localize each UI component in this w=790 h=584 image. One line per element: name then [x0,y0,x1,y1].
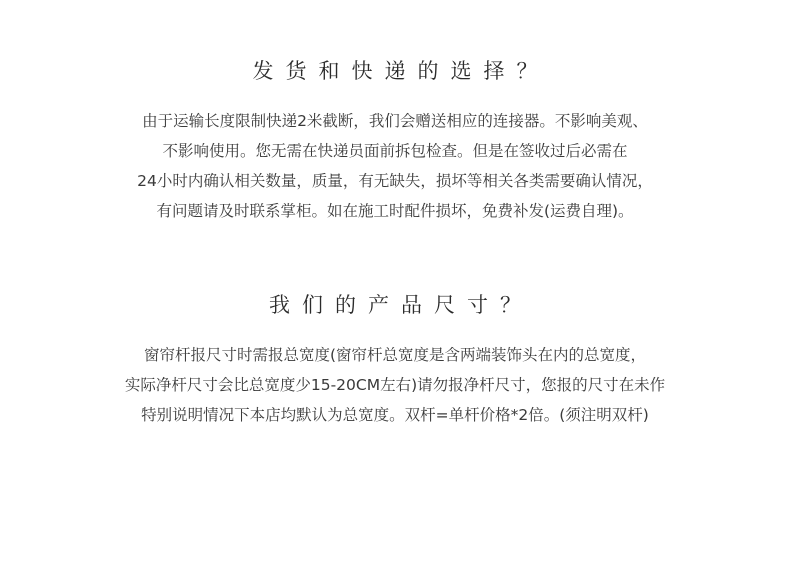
shipping-line: 不影响使用。您无需在快递员面前拆包检查。但是在签收过后必需在 [162,141,628,160]
shipping-paragraph [0,106,790,226]
shipping-line: 24小时内确认相关数量，质量，有无缺失，损坏等相关各类需要确认情况， [137,171,653,190]
size-paragraph [0,340,790,430]
shipping-line: 由于运输长度限制快递2米截断，我们会赠送相应的连接器。不影响美观、 [142,111,648,130]
shipping-section [0,37,790,226]
size-line: 特别说明情况下本店均默认为总宽度。双杆=单杆价格*2倍。(须注明双杆) [141,405,649,424]
size-line: 窗帘杆报尺寸时需报总宽度(窗帘杆总宽度是含两端装饰头在内的总宽度， [143,345,647,364]
size-heading: 我们的产品尺寸？ [269,293,533,318]
shipping-heading: 发货和快递的选择？ [252,59,550,84]
size-section [0,271,790,430]
size-line: 实际净杆尺寸会比总宽度少15-20CM左右)请勿报净杆尺寸，您报的尺寸在未作 [124,375,666,394]
shipping-line: 有问题请及时联系掌柜。如在施工时配件损坏，免费补发(运费自理)。 [156,201,634,220]
